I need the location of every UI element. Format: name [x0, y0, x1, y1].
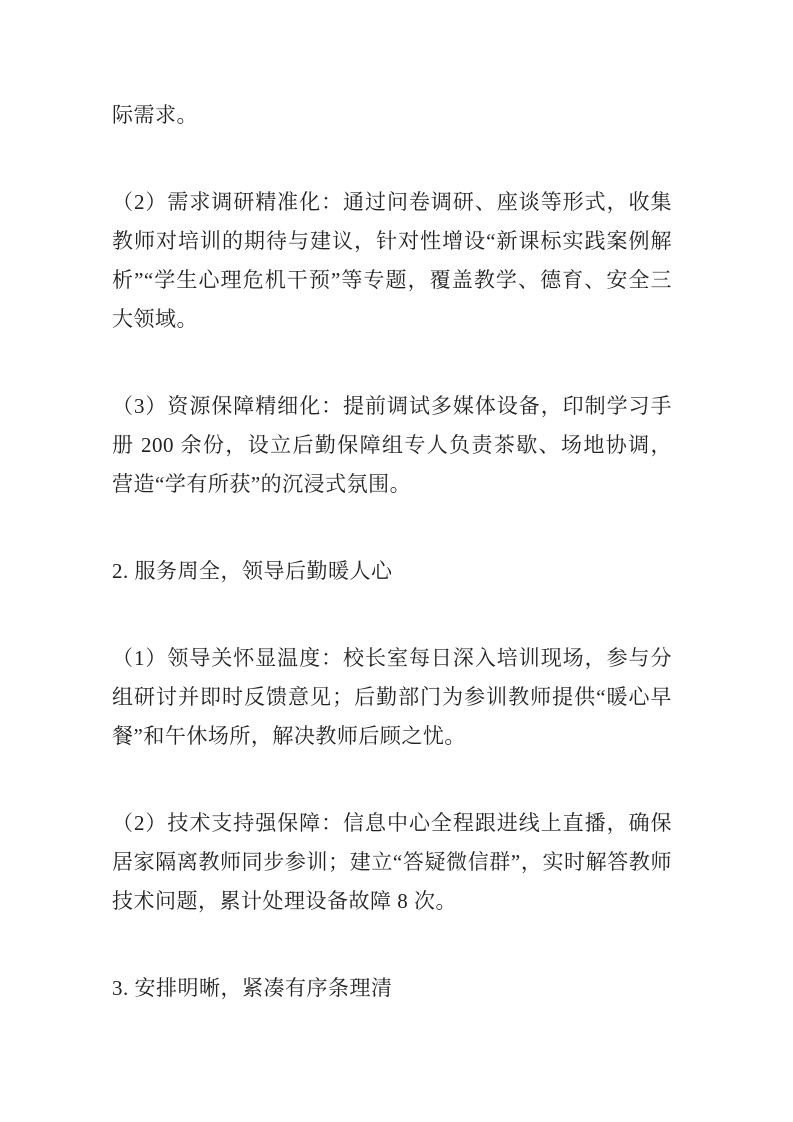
- paragraph-item-2-needs-research: （2）需求调研精准化：通过问卷调研、座谈等形式，收集教师对培训的期待与建议，针对性增设“新课标实践案例解析”“学生心理危机干预”等专题，覆盖教学、德育、安全三大领域。: [112, 190, 672, 331]
- numbered-heading-3: 3. 安排明晰，紧凑有序条理清: [112, 976, 393, 1000]
- paragraph-continuation: 际需求。: [112, 103, 198, 127]
- numbered-heading-2: 2. 服务周全，领导后勤暖人心: [112, 559, 393, 583]
- paragraph-item-3-resource-support: （3）资源保障精细化：提前调试多媒体设备，印制学习手册 200 余份，设立后勤保障组专人负责茶歇、场地协调，营造“学有所获”的沉浸式氛围。: [112, 394, 672, 496]
- paragraph-item-1-leadership-care: （1）领导关怀显温度：校长室每日深入培训现场，参与分组研讨并即时反馈意见；后勤部门为参训教师提供“暖心早餐”和午休场所，解决教师后顾之忧。: [112, 646, 672, 748]
- paragraph-item-2-tech-support: （2）技术支持强保障：信息中心全程跟进线上直播，确保居家隔离教师同步参训；建立“答疑微信群”，实时解答教师技术问题，累计处理设备故障 8 次。: [112, 811, 672, 913]
